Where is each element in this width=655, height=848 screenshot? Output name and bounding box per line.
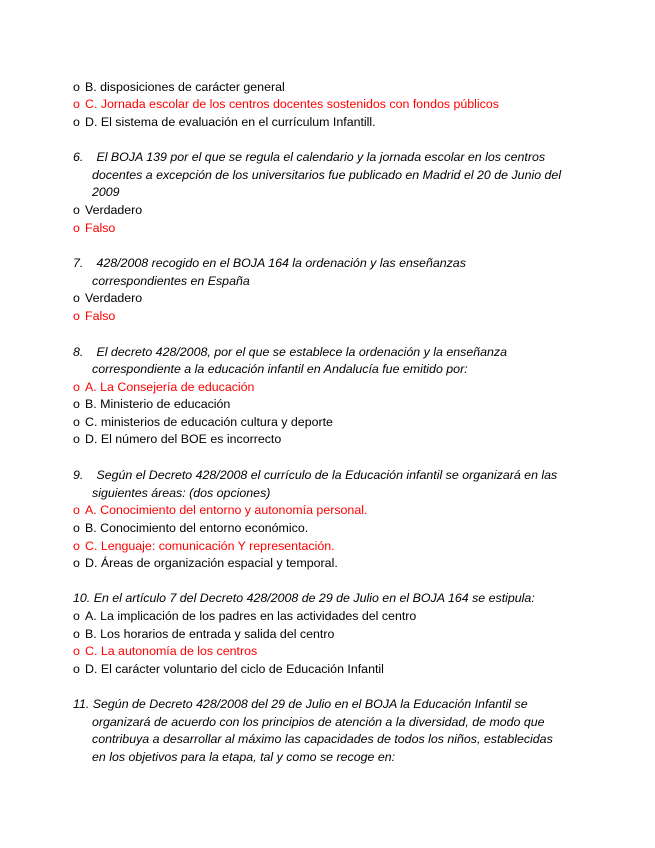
- option-10-b: [73, 627, 334, 641]
- bullet: o: [73, 115, 80, 129]
- option-6-verdadero: [73, 203, 142, 217]
- option-text: C. Jornada escolar de los centros docentes sostenidos con fondos públicos: [85, 97, 499, 111]
- option-6-falso: [73, 221, 115, 235]
- option-text: B. Los horarios de entrada y salida del centro: [85, 627, 335, 641]
- option-text: D. El carácter voluntario del ciclo de Educación Infantil: [85, 662, 384, 676]
- bullet: o: [73, 203, 80, 217]
- option-text: D. El número del BOE es incorrecto: [85, 432, 282, 446]
- bullet: o: [73, 539, 80, 553]
- question-9-text: [73, 468, 557, 482]
- question-line: Según el Decreto 428/2008 el currículo de la Educación infantil se organizará en las: [93, 468, 558, 482]
- question-7-text: [73, 256, 466, 270]
- bullet: o: [73, 432, 80, 446]
- option-text: C. ministerios de educación cultura y deporte: [85, 415, 333, 429]
- option-10-d: [73, 662, 384, 676]
- option-text: Verdadero: [85, 203, 143, 217]
- question-line: organizará de acuerdo con los principios de atención a la diversidad, de modo que: [92, 715, 545, 729]
- question-number: 8.: [73, 345, 84, 359]
- question-line: 2009: [92, 185, 120, 199]
- bullet: o: [73, 397, 80, 411]
- bullet: o: [73, 503, 80, 517]
- option-text: A. Conocimiento del entorno y autonomía personal.: [85, 503, 368, 517]
- question-number: 9.: [73, 468, 84, 482]
- option-text: Falso: [85, 309, 116, 323]
- bullet: o: [73, 380, 80, 394]
- option-9-d: [73, 556, 338, 570]
- question-6-text: [73, 150, 545, 164]
- option-text: A. La implicación de los padres en las actividades del centro: [85, 609, 417, 623]
- bullet: o: [73, 627, 80, 641]
- question-line: contribuya a desarrollar al máximo las capacidades de todos los niños, establecidas: [92, 732, 553, 746]
- bullet: o: [73, 521, 80, 535]
- option-8-b: [73, 397, 230, 411]
- bullet: o: [73, 80, 80, 94]
- bullet: o: [73, 609, 80, 623]
- question-line: correspondiente a la educación infantil en Andalucía fue emitido por:: [92, 362, 468, 376]
- option-text: Falso: [85, 221, 116, 235]
- question-number: 10.: [73, 591, 91, 605]
- option-10-c: [73, 644, 257, 658]
- option-8-c: [73, 415, 333, 429]
- option-9-b: [73, 521, 308, 535]
- question-line: 428/2008 recogido en el BOJA 164 la ordenación y las enseñanzas: [93, 256, 466, 270]
- option-text: B. disposiciones de carácter general: [85, 80, 285, 94]
- question-line: siguientes áreas: (dos opciones): [92, 486, 271, 500]
- question-number: 7.: [73, 256, 84, 270]
- question-8-text: [73, 345, 507, 359]
- bullet: o: [73, 221, 80, 235]
- option-text: B. Conocimiento del entorno económico.: [85, 521, 309, 535]
- option-9-c: [73, 539, 335, 553]
- bullet: o: [73, 97, 80, 111]
- option-9-a: [73, 503, 367, 517]
- bullet: o: [73, 291, 80, 305]
- bullet: o: [73, 556, 80, 570]
- option-8-a: [73, 380, 254, 394]
- option-10-a: [73, 609, 416, 623]
- bullet: o: [73, 662, 80, 676]
- question-line: El BOJA 139 por el que se regula el calendario y la jornada escolar en los centros: [93, 150, 546, 164]
- option-text: C. Lenguaje: comunicación Y representación.: [85, 539, 335, 553]
- question-number: 11.: [73, 697, 90, 711]
- option-text: D. Áreas de organización espacial y temporal.: [85, 556, 338, 570]
- option-top-d: [73, 115, 376, 129]
- question-line: correspondientes en España: [92, 274, 250, 288]
- question-number: 6.: [73, 150, 84, 164]
- option-text: B. Ministerio de educación: [85, 397, 231, 411]
- option-8-d: [73, 432, 281, 446]
- option-text: D. El sistema de evaluación en el currículum Infantill.: [85, 115, 376, 129]
- question-line: En el artículo 7 del Decreto 428/2008 de 29 de Julio en el BOJA 164 se estipula:: [93, 591, 535, 605]
- bullet: o: [73, 415, 80, 429]
- bullet: o: [73, 644, 80, 658]
- question-line: El decreto 428/2008, por el que se establece la ordenación y la enseñanza: [93, 345, 507, 359]
- option-text: Verdadero: [85, 291, 143, 305]
- question-10-text: [73, 591, 535, 605]
- question-line: Según de Decreto 428/2008 del 29 de Julio en el BOJA la Educación Infantil se: [92, 697, 528, 711]
- option-7-verdadero: [73, 291, 142, 305]
- option-7-falso: [73, 309, 115, 323]
- question-line: en los objetivos para la etapa, tal y como se recoge en:: [92, 750, 396, 764]
- option-top-c: [73, 97, 499, 111]
- option-text: C. La autonomía de los centros: [85, 644, 258, 658]
- bullet: o: [73, 309, 80, 323]
- question-line: docentes a excepción de los universitarios fue publicado en Madrid el 20 de Junio del: [92, 168, 562, 182]
- question-11-text: [73, 697, 528, 711]
- option-text: A. La Consejería de educación: [85, 380, 255, 394]
- option-top-b: [73, 80, 285, 94]
